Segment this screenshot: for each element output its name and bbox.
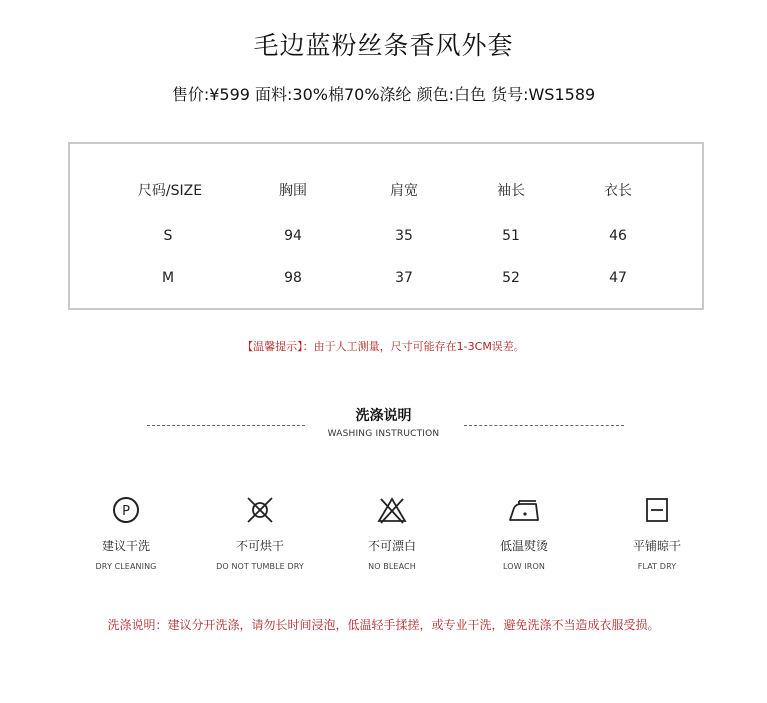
measurement-notice: 【温馨提示】：由于人工测量，尺寸可能存在1-3CM误差。 — [242, 340, 525, 353]
care-label-cn: 不可烘干 — [235, 539, 284, 553]
flat-dry-icon — [642, 495, 672, 525]
svg-text:P: P — [122, 504, 130, 519]
care-label-en: LOW IRON — [503, 562, 545, 571]
cell-sleeve: 51 — [502, 228, 520, 244]
header-chest: 胸围 — [279, 183, 307, 199]
care-item-flat-dry — [597, 495, 717, 571]
care-label-cn: 不可漂白 — [367, 539, 416, 553]
divider-right — [464, 425, 624, 426]
low-iron-icon — [506, 495, 542, 525]
size-table-header — [70, 180, 702, 200]
care-label-en: NO BLEACH — [368, 562, 416, 571]
cell-length: 47 — [609, 270, 627, 286]
care-label-en: DO NOT TUMBLE DRY — [216, 562, 304, 571]
cell-shoulder: 37 — [395, 270, 413, 286]
care-label-cn: 平铺晾干 — [632, 539, 681, 553]
table-row — [70, 270, 702, 290]
care-label-en: DRY CLEANING — [95, 562, 157, 571]
care-label-cn: 低温熨烫 — [499, 539, 548, 553]
cell-chest: 98 — [284, 270, 302, 286]
care-label-en: FLAT DRY — [637, 562, 677, 571]
header-shoulder: 肩宽 — [390, 183, 418, 199]
cell-size: S — [163, 228, 173, 244]
table-row — [70, 228, 702, 248]
cell-shoulder: 35 — [395, 228, 413, 244]
cell-sleeve: 52 — [502, 270, 520, 286]
care-label-cn: 建议干洗 — [101, 539, 150, 553]
care-item-dry-cleaning — [66, 495, 186, 571]
care-item-no-tumble-dry — [200, 495, 320, 571]
care-item-low-iron — [464, 495, 584, 571]
washing-note: 洗涤说明：建议分开洗涤，请勿长时间浸泡，低温轻手揉搓，或专业干洗，避免洗涤不当造成衣服受损。 — [107, 618, 660, 632]
cell-chest: 94 — [284, 228, 302, 244]
divider-left — [147, 425, 305, 426]
size-table — [68, 142, 704, 310]
cell-length: 46 — [609, 228, 627, 244]
header-sleeve: 袖长 — [497, 183, 525, 199]
product-subtitle: 售价:¥599 面料:30%棉70%涤纶 颜色:白色 货号:WS1589 — [171, 85, 596, 104]
product-title: 毛边蓝粉丝条香风外套 — [253, 31, 514, 60]
no-bleach-icon — [376, 495, 408, 525]
no-tumble-dry-icon — [245, 495, 275, 525]
dry-cleaning-icon — [111, 495, 141, 525]
header-length: 衣长 — [604, 183, 632, 199]
washing-subtitle: WASHING INSTRUCTION — [327, 429, 440, 439]
cell-size: M — [161, 270, 175, 286]
header-size: 尺码/SIZE — [137, 183, 203, 199]
care-item-no-bleach — [332, 495, 452, 571]
washing-title: 洗涤说明 — [355, 408, 412, 424]
